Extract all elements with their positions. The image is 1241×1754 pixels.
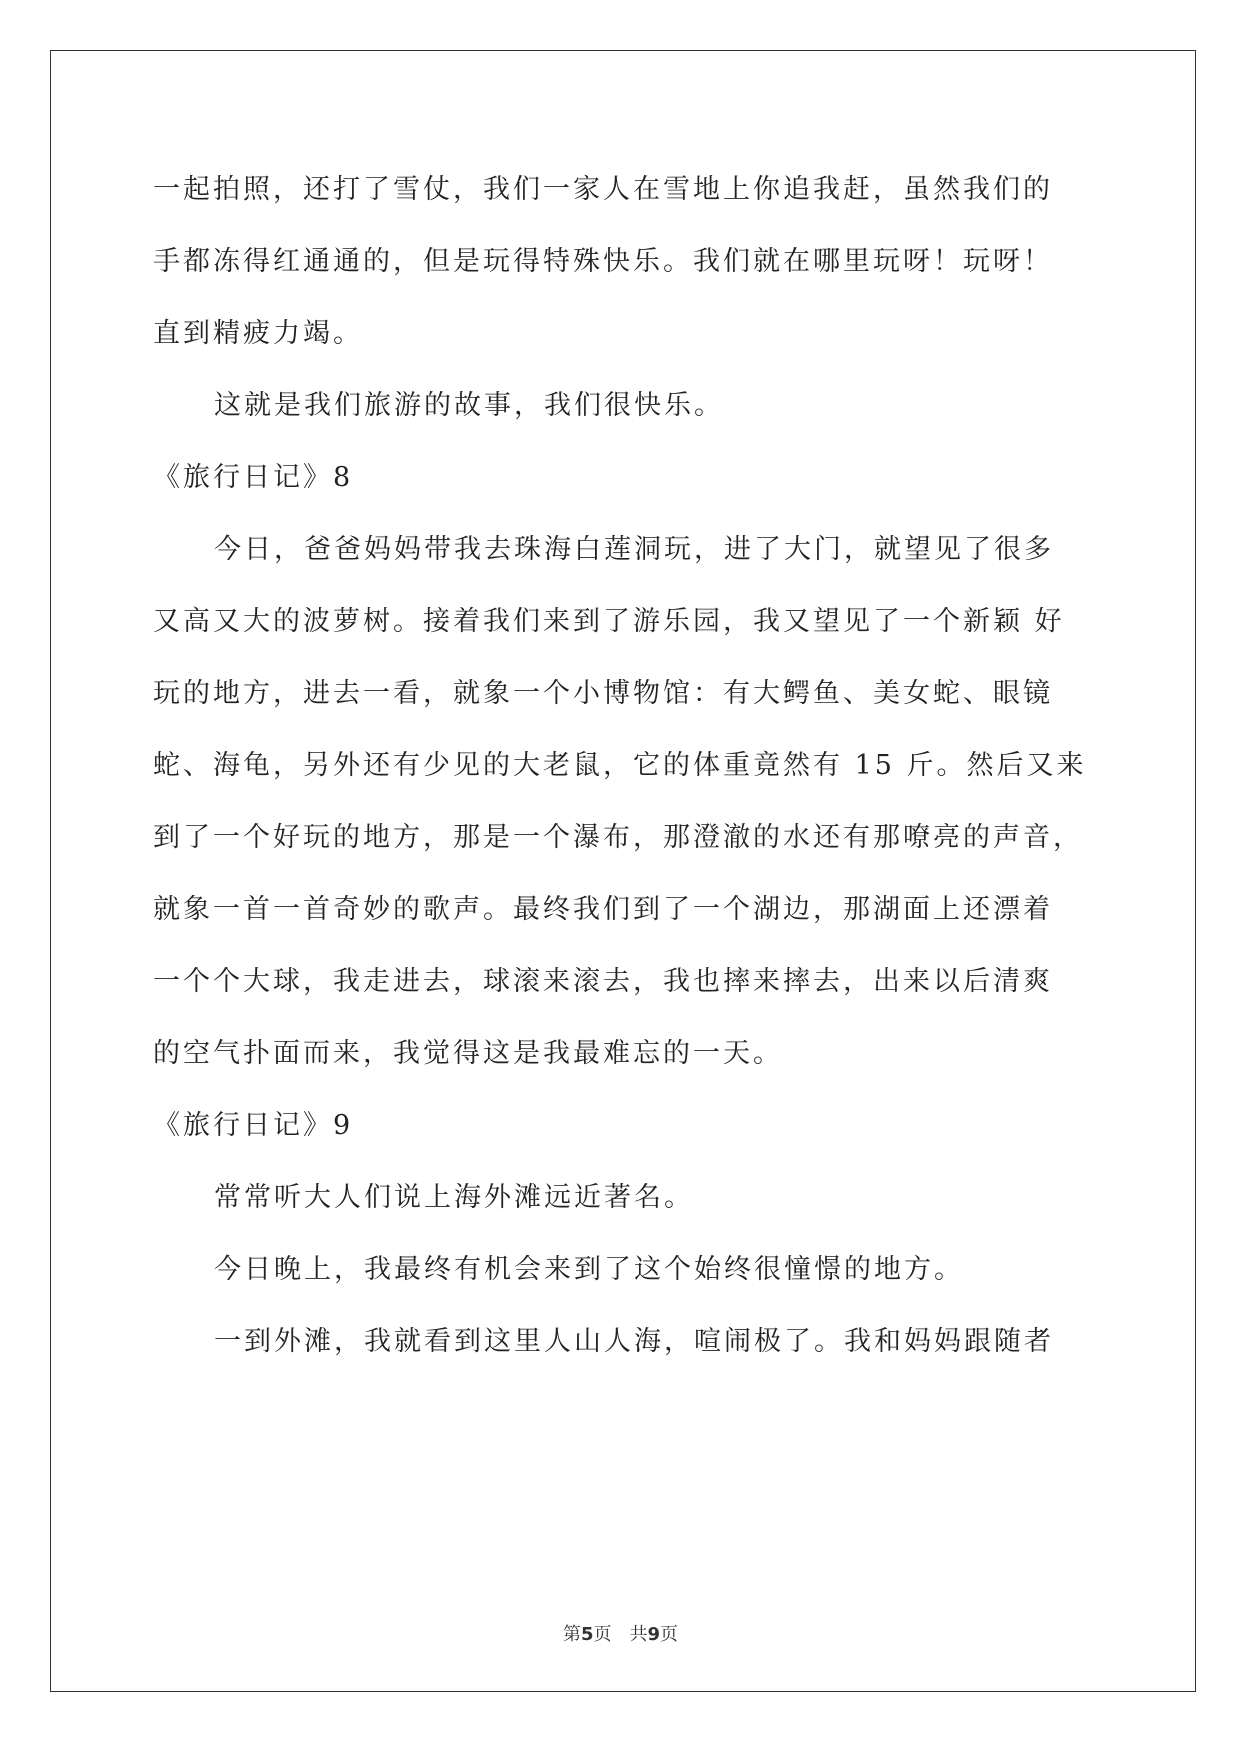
text-line: 蛇、海龟，另外还有少见的大老鼠，它的体重竟然有 15 斤。然后又来 <box>153 750 1087 781</box>
text-line: 今日，爸爸妈妈带我去珠海白莲洞玩，进了大门，就望见了很多 <box>214 534 1054 565</box>
section-heading: 《旅行日记》9 <box>153 1110 354 1141</box>
section-heading: 《旅行日记》8 <box>153 462 354 493</box>
footer-total-suffix: 页 <box>660 1624 679 1645</box>
text-line: 的空气扑面而来，我觉得这是我最难忘的一天。 <box>153 1038 783 1069</box>
text-line: 这就是我们旅游的故事，我们很快乐。 <box>214 390 724 421</box>
text-line: 今日晚上，我最终有机会来到了这个始终很憧憬的地方。 <box>214 1254 964 1285</box>
total-pages-number: 9 <box>647 1624 661 1645</box>
document-body <box>153 154 1113 1378</box>
page-footer <box>0 1620 1241 1646</box>
text-line: 一个个大球，我走进去，球滚来滚去，我也摔来摔去，出来以后清爽 <box>153 966 1053 997</box>
current-page-number: 5 <box>580 1624 594 1645</box>
footer-total-prefix: 共 <box>629 1624 648 1645</box>
footer-page-suffix: 页 <box>593 1624 612 1645</box>
text-line: 就象一首一首奇妙的歌声。最终我们到了一个湖边，那湖面上还漂着 <box>153 894 1053 925</box>
text-line: 手都冻得红通通的，但是玩得特殊快乐。我们就在哪里玩呀！玩呀！ <box>153 246 1053 277</box>
text-line: 一到外滩，我就看到这里人山人海，喧闹极了。我和妈妈跟随者 <box>214 1326 1054 1357</box>
text-line: 一起拍照，还打了雪仗，我们一家人在雪地上你追我赶，虽然我们的 <box>153 174 1053 205</box>
footer-prefix: 第 <box>562 1624 581 1645</box>
text-line: 又高又大的波萝树。接着我们来到了游乐园，我又望见了一个新颖 好 <box>153 606 1065 637</box>
text-line: 玩的地方，进去一看，就象一个小博物馆：有大鳄鱼、美女蛇、眼镜 <box>153 678 1053 709</box>
text-line: 常常听大人们说上海外滩远近著名。 <box>214 1182 694 1213</box>
text-line: 到了一个好玩的地方，那是一个瀑布，那澄澈的水还有那嘹亮的声音， <box>153 822 1083 853</box>
text-line: 直到精疲力竭。 <box>153 318 363 349</box>
